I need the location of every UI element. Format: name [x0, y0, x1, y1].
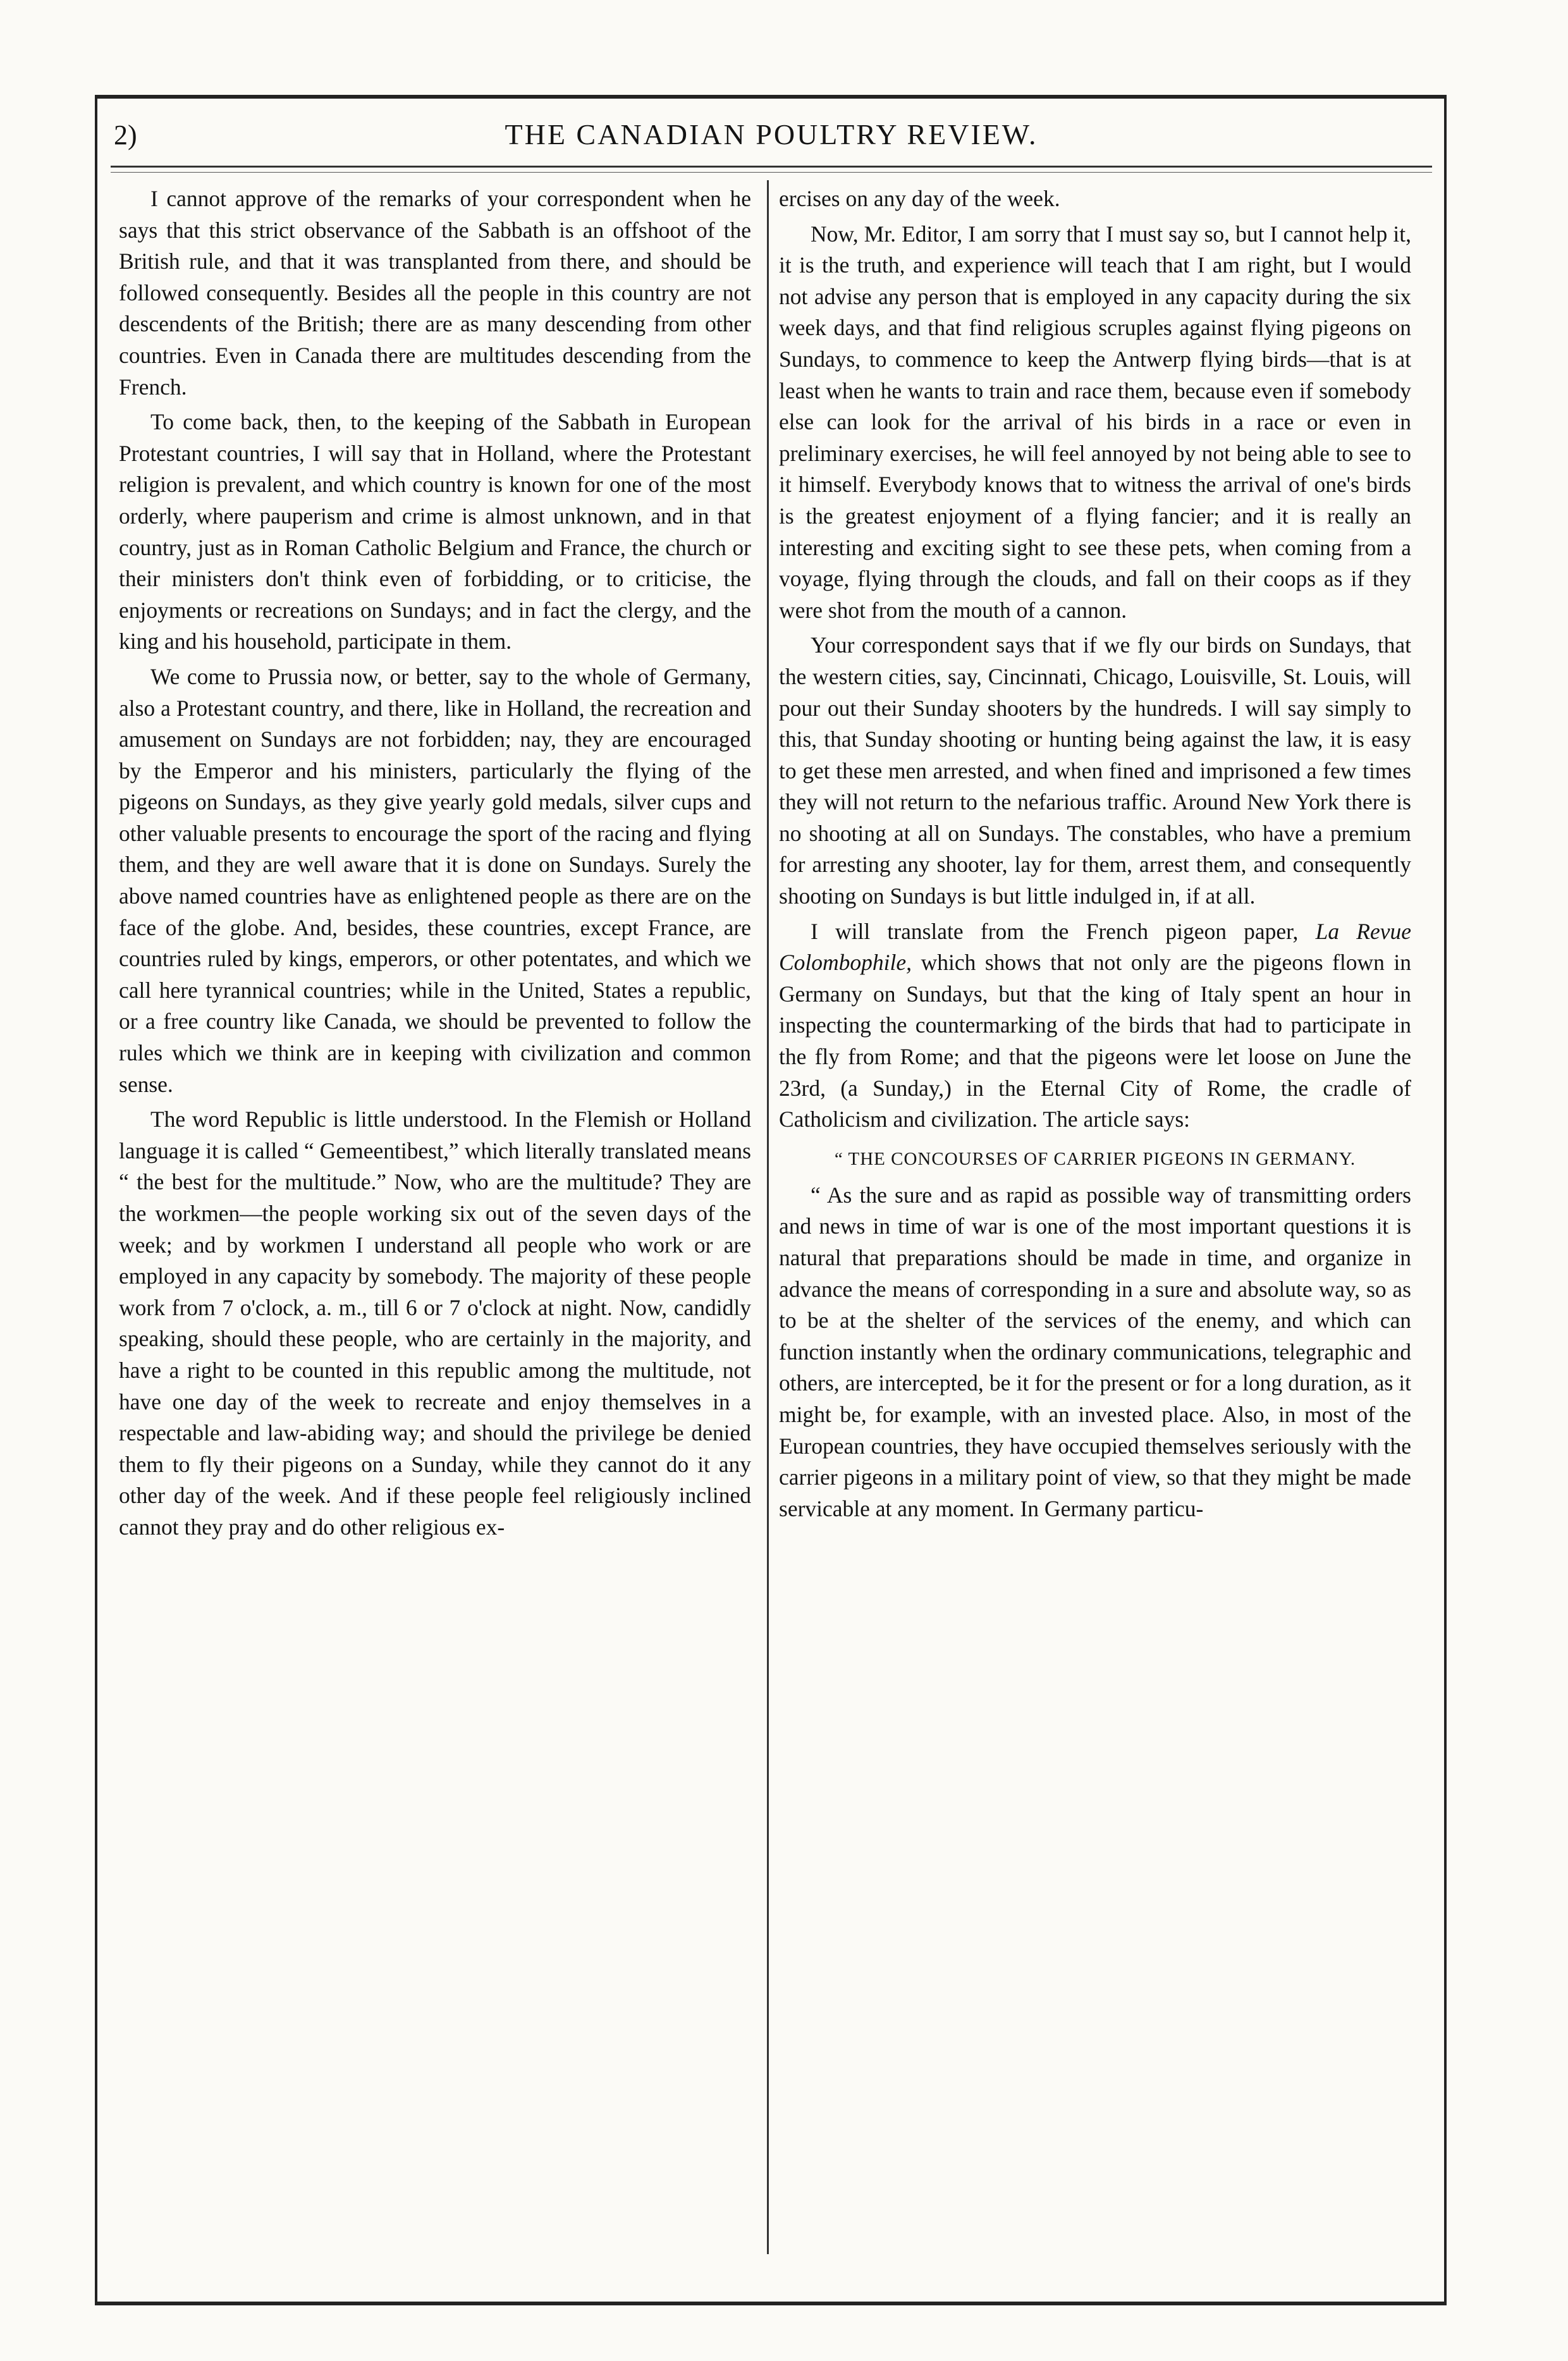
paragraph: Your correspondent says that if we fly our birds on Sundays, that the western cities, say, Cincinnati, Chicago, Louisville, St. Louis, will pour out their Sunday shooters by the hundreds. I will say simply to this, that Sunday shooting or hunting being against the law, it is easy to get these men arrested, and when fined and imprisoned a few times they will not return to the nefarious traffic. Around New York there is no shooting at all on Sundays. The constables, who have a premium for arresting any shooter, lay for them, arrest them, and consequently shooting on Sundays is but little indulged in, if at all. — [779, 632, 1411, 909]
bottom-rule — [95, 2302, 1447, 2305]
paragraph: To come back, then, to the keeping of the Sabbath in European Protestant countries, I will say that in Holland, where the Protestant religion is prevalent, and which country is known for one of the most orderly, where pauperism and crime is almost unknown, and in that country, just as in Roman Catholic Belgium and France, the church or their ministers don't think even of forbidding, or to criticise, the enjoyments or recreations on Sundays; and in fact the clergy, and the king and his household, participate in them. — [119, 409, 751, 654]
paragraph: We come to Prussia now, or better, say to the whole of Germany, also a Protestant country, and there, like in Holland, the recreation and amusement on Sundays are not forbidden; nay, they are encouraged by the Emperor and his ministers, particularly the flying of the pigeons on Sundays, as they give yearly gold medals, silver cups and other valuable presents to encourage the sport of the racing and flying them, and they are well aware that it is done on Sundays. Surely the above named countries have as enlightened people as there are on the face of the globe. And, besides, these countries, except France, are countries ruled by kings, emperors, or other potentates, and which we call here tyrannical countries; while in the United, States a republic, or a free country like Canada, we should be prevented to follow the rules which we think are in keeping with civilization and common sense. — [119, 663, 751, 1097]
paragraph — [779, 916, 1411, 1136]
left-column — [119, 183, 751, 1547]
page-header — [114, 113, 1429, 163]
paragraph-text: I will translate from the French pigeon paper, — [811, 918, 1299, 944]
paragraph: “ As the sure and as rapid as possible way of transmitting orders and news in time of war is one of the most important questions it is natural that preparations should be made in time, and organize in advance the means of corresponding in a sure and absolute way, so as to be at the shelter of the services of the enemy, and which can function instantly when the ordinary communications, telegraphic and others, are intercepted, be it for the present or for a long duration, as it might be, for example, with an invested place. Also, in most of the European countries, they have occupied themselves seriously with the carrier pigeons in a military point of view, so that they might be made servicable at any moment. In Germany particu- — [779, 1182, 1411, 1521]
right-column — [779, 183, 1411, 1528]
column-divider — [767, 180, 769, 2254]
publication-title: THE CANADIAN POULTRY REVIEW. — [505, 118, 1038, 150]
paragraph-continuation: ercises on any day of the week. — [779, 186, 1060, 211]
periodical-title: La Revue Colombophile, — [779, 918, 1411, 976]
article-subheading: “ THE CONCOURSES OF CARRIER PIGEONS IN GERMANY. — [834, 1148, 1356, 1169]
paragraph: Now, Mr. Editor, I am sorry that I must say so, but I cannot help it, it is the truth, and experience will teach that I am right, but I would not advise any person that is employed in any capacity during the six week days, and that find religious scruples against flying pigeons on Sundays, to commence to keep the Antwerp flying birds—that is at least when he wants to train and race them, because even if somebody else can look for the arrival of his birds in a race or even in preliminary exercises, he will feel annoyed by not being able to see to it himself. Everybody knows that to witness the arrival of one's birds is the greatest enjoyment of a flying fancier; and it is really an interesting and exciting sight to see these pets, when coming from a voyage, flying through the clouds, and fall on their coops as if they were shot from the mouth of a cannon. — [779, 221, 1411, 623]
paragraph: I cannot approve of the remarks of your correspondent when he says that this strict observance of the Sabbath is an offshoot of the British rule, and that it was transplanted from there, and should be followed consequently. Besides all the people in this country are not descendents of the British; there are as many descending from other countries. Even in Canada there are multitudes descending from the French. — [119, 186, 751, 400]
header-rule-thin — [111, 172, 1432, 173]
paragraph: The word Republic is little understood. In the Flemish or Holland language it is called “ Gemeentibest,” which literally translated means “ the best for the multitude.” Now, who are the multitude? They are the workmen—the people working six out of the seven days of the week; and by workmen I understand all people who work or are employed in any capacity by somebody. The majority of these people work from 7 o'clock, a. m., till 6 or 7 o'clock at night. Now, candidly speaking, should these people, who are certainly in the majority, and have a right to be counted in this republic among the multitude, not have one day of the week to recreate and enjoy themselves in a respectable and law-abiding way; and should the privilege be denied them to fly their pigeons on a Sunday, while they cannot do it any other day of the week. And if these people feel religiously inclined cannot they pray and do other religious ex- — [119, 1107, 751, 1540]
header-rule — [111, 166, 1432, 168]
paragraph-text: which shows that not only are the pigeons flown in Germany on Sundays, but that the king of Italy spent an hour in inspecting the countermarking of the birds that had to participate in the fly from Rome; and that the pigeons were let loose on June the 23rd, (a Sunday,) in the Eternal City of Rome, the cradle of Catholicism and civilization. The article says: — [779, 950, 1411, 1132]
page-number: 2) — [114, 120, 137, 150]
